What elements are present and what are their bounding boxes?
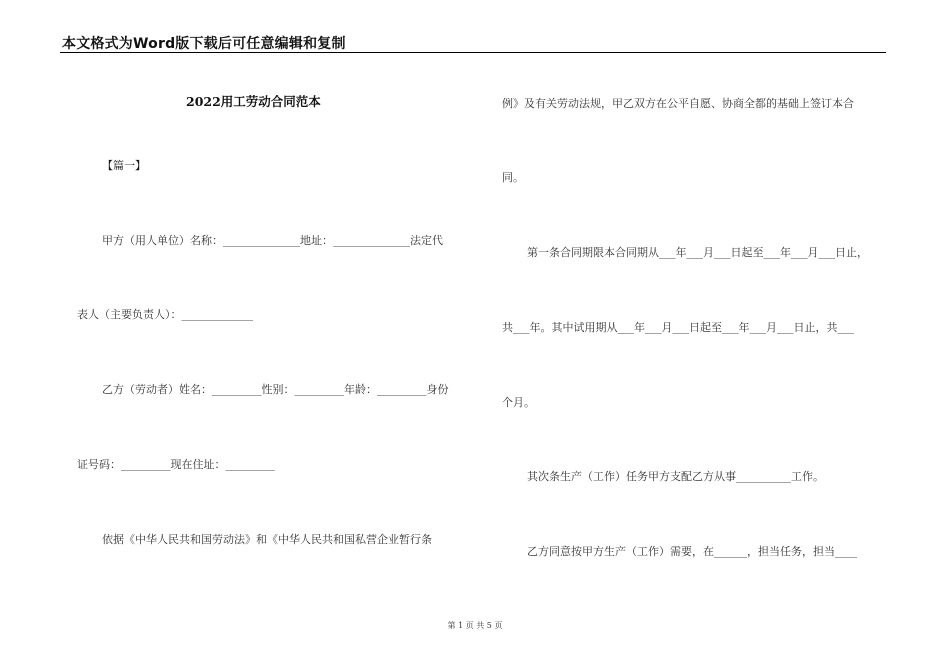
page-number: 第 1 页 共 5 页 <box>447 621 503 630</box>
article-2-line-1: 其次条生产（工作）任务甲方支配乙方从事__________工作。 <box>527 470 824 483</box>
section-label: 【篇一】 <box>102 159 146 172</box>
article-2-line-2: 乙方同意按甲方生产（工作）需要，在______，担当任务，担当____ <box>527 545 857 558</box>
party-b-line-2: 证号码：_________现在住址：_________ <box>77 458 275 471</box>
party-b-line-1: 乙方（劳动者）姓名：_________性别：_________年龄：_________身份 <box>102 383 449 396</box>
page-header-title: 本文格式为Word版下载后可任意编辑和复制 <box>62 36 346 52</box>
party-a-line-1: 甲方（用人单位）名称：______________地址：______________法定代 <box>102 234 443 247</box>
document-title: 2022用工劳动合同范本 <box>186 94 321 109</box>
header-divider <box>60 52 886 53</box>
party-a-line-2: 表人（主要负责人）：_____________ <box>77 308 253 321</box>
basis-line-2: 例》及有关劳动法规，甲乙双方在公平自愿、协商全都的基础上签订本合 <box>502 97 854 110</box>
basis-line-1: 依据《中华人民共和国劳动法》和《中华人民共和国私营企业暂行条 <box>102 533 432 546</box>
article-1-line-2: 共___年。其中试用期从___年___月___日起至___年___月___日止，共___ <box>502 321 854 334</box>
article-1-line-1: 第一条合同期限本合同期从___年___月___日起至___年___月___日止， <box>527 246 868 259</box>
basis-line-3: 同。 <box>502 171 524 184</box>
article-1-line-3: 个月。 <box>502 396 535 409</box>
